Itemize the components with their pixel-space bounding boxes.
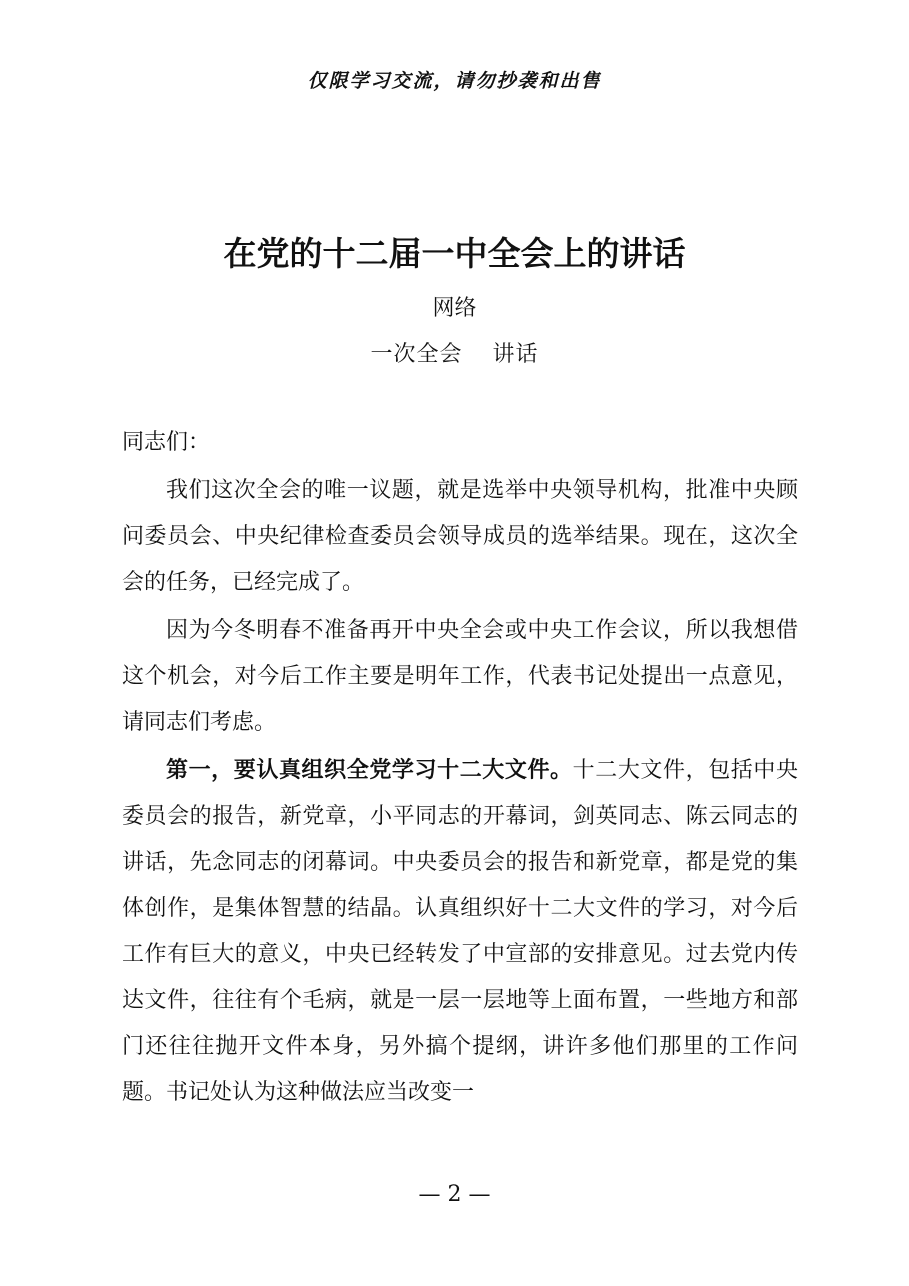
paragraph bbox=[122, 468, 798, 606]
document-title: 在党的十二届一中全会上的讲话 bbox=[223, 234, 686, 273]
paragraph-lead: 第一，要认真组织全党学习十二大文件。 bbox=[166, 758, 573, 783]
header-disclaimer: 仅限学习交流，请勿抄袭和出售 bbox=[307, 70, 602, 92]
page-number: — 2 — bbox=[418, 1182, 491, 1207]
keyword: 讲话 bbox=[492, 342, 539, 367]
paragraph bbox=[122, 748, 798, 1116]
paragraph bbox=[122, 608, 798, 746]
keyword: 一次全会 bbox=[370, 342, 463, 367]
document-keywords bbox=[0, 337, 909, 368]
document-body bbox=[122, 420, 798, 1116]
salutation: 同志们： bbox=[122, 430, 211, 455]
document-author: 网络 bbox=[432, 296, 477, 321]
paragraph-text: 因为今冬明春不准备再开中央全会或中央工作会议，所以我想借这个机会，对今后工作主要是明年工作，代表书记处提出一点意见，请同志们考虑。 bbox=[122, 618, 798, 735]
paragraph-text: 十二大文件，包括中央委员会的报告，新党章，小平同志的开幕词，剑英同志、陈云同志的讲话，先念同志的闭幕词。中央委员会的报告和新党章，都是党的集体创作，是集体智慧的结晶。认真组织好十二大文件的学习，对今后工作有巨大的意义，中央已经转发了中宣部的安排意见。过去党内传达文件，往往有个毛病，就是一层一层地等上面布置，一些地方和部门还往往抛开文件本身，另外搞个提纲，讲许多他们那里的工作问题。书记处认为这种做法应当改变一 bbox=[122, 758, 798, 1105]
paragraph-text: 我们这次全会的唯一议题，就是选举中央领导机构，批准中央顾问委员会、中央纪律检查委员会领导成员的选举结果。现在，这次全会的任务，已经完成了。 bbox=[122, 478, 798, 595]
